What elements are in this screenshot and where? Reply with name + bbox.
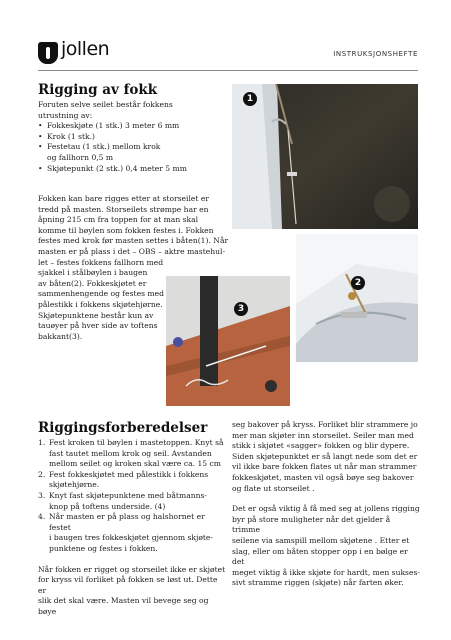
photo-thwart-knots <box>166 276 290 406</box>
photo-mast-hook-image <box>232 84 418 229</box>
photo-marker-3: 3 <box>234 302 248 316</box>
photo-bow-shackle-image <box>296 234 418 362</box>
list-item: • Skjøtepunkt (2 stk.) 0,4 meter 5 mm <box>38 164 228 175</box>
steps-list <box>38 438 226 618</box>
header-rule <box>38 70 418 71</box>
paragraph-left: Når fokken er rigget og storseilet ikke er skjøtet for kryss vil forliket på fokken se løst ut. Dette er slik det skal være. Masten vil bevege seg og bøye <box>38 564 226 616</box>
page-header <box>38 38 418 66</box>
intro-line: Foruten selve seilet består fokkens <box>38 100 173 109</box>
equipment-list <box>38 121 228 174</box>
paragraph-right-2: Det er også viktig å få med seg at jollens rigging byr på store muligheter når det gjelder å trimme seilene via samspill mellom skjøtene . Etter et slag, eller om båten stopper opp i en bølge er det meget viktig å ikke skjøte for hardt, men sukses- sivt stramme riggen (skjøte) når farten øker. <box>232 504 420 588</box>
section-title-preparations: Riggingsforberedelser <box>38 420 208 436</box>
list-item: • Fokkeskjøte (1 stk.) 3 meter 6 mm <box>38 121 228 132</box>
section1-body: Fokken kan bare rigges etter at storseilet er tredd på masten. Storseilets strømpe har en åpning 215 cm fra toppen for at man skal komme til bøylen som fokken festes i. Fokken festes med krok før masten settes i båten(1). Når masten er på plass i det – OBS – aktre mastehul- let – festes fokkens fallhorn med sjakkel i stålbøylen i baugen av båten(2). Fokkeskjøtet er sammenhengende og festes med pålestikk i fokkens skjøtehjørne. Skjøtepunktene består kun av tauøyer på hver side av toftens bakkant(3). <box>38 194 229 341</box>
section-title-rigging: Rigging av fokk <box>38 82 158 98</box>
jollen-logo-icon <box>38 42 58 64</box>
section1-intro <box>38 100 228 174</box>
document-type: INSTRUKSJONSHEFTE <box>333 50 418 58</box>
list-item: 3. Knyt fast skjøtepunktene med båtmanns- knop på toftens underside. (4) <box>38 491 226 512</box>
list-item: 4. Når masten er på plass og halshornet er festet i baugen tres fokkeskjøtet gjennom skjøte- punktene og festes i fokken. <box>38 512 226 554</box>
photo-marker-1: 1 <box>243 92 257 106</box>
brand-name: jollen <box>61 38 110 60</box>
right-column-text <box>232 420 420 589</box>
photo-marker-2: 2 <box>351 276 365 290</box>
photo-bow-shackle <box>296 234 418 362</box>
intro-line: utrustning av: <box>38 110 93 120</box>
photo-mast-hook <box>232 84 418 229</box>
list-item: • Festetau (1 stk.) mellom krok og fallhorn 0,5 m <box>38 142 228 163</box>
list-item: 1. Fest kroken til bøylen i mastetoppen. Knyt så fast tautet mellom krok og seil. Avstanden mellom seilet og kroken skal være ca. 15 cm <box>38 438 226 470</box>
paragraph-right-1: seg bakover på kryss. Forliket blir strammere jo mer man skjøter inn storseilet. Seiler man med stikk i skjøtet «sagger» fokken og blir dypere. Siden skjøtepunktet er så langt nede som det er vil ikke bare fokken flates ut når man strammer fokkeskjøtet, masten vil også bøye seg bakover og flate ut storseilet . <box>232 420 418 493</box>
photo-thwart-knots-image <box>166 276 290 406</box>
list-item: • Krok (1 stk.) <box>38 132 228 143</box>
list-item: 2. Fest fokkeskjøtet med pålestikk i fokkens skjøtehjørne. <box>38 470 226 491</box>
